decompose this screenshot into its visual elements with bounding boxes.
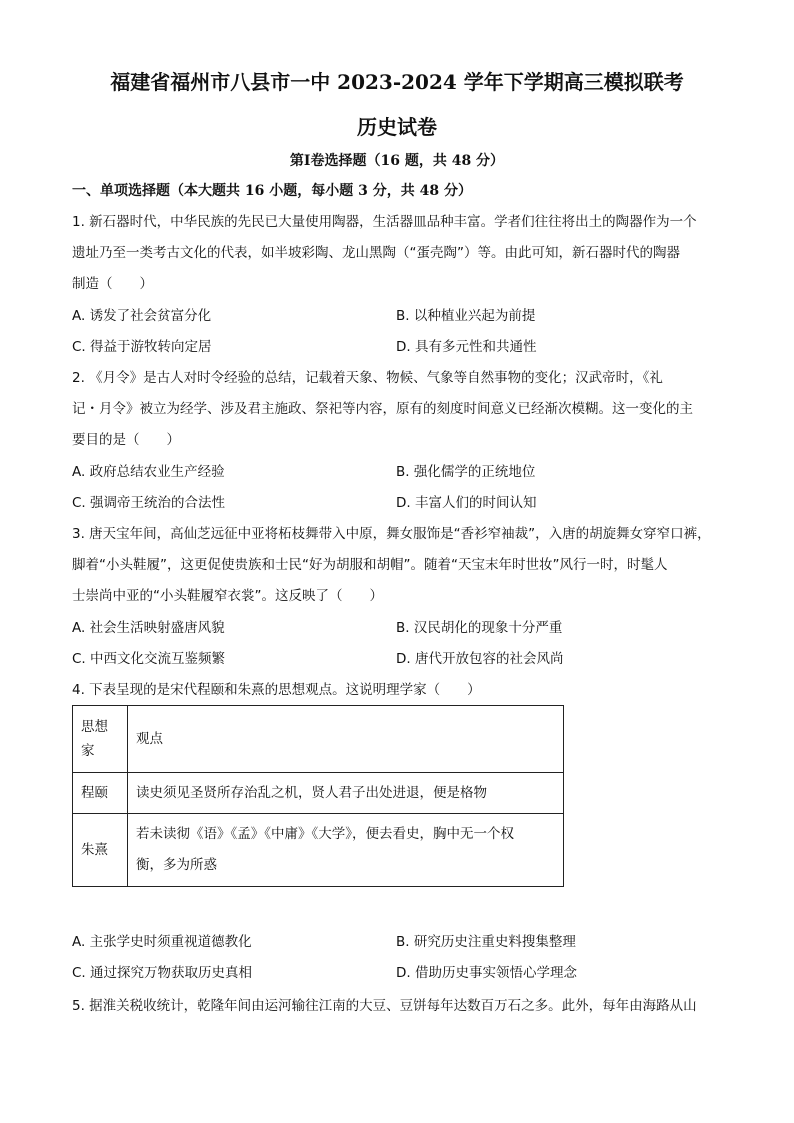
q3-option-c: C. 中西文化交流互鉴频繁 — [72, 651, 226, 667]
q1-line: 遗址乃至一类考古文化的代表，如半坡彩陶、龙山黑陶（“蛋壳陶”）等。由此可知，新石器时代的陶器 — [72, 245, 680, 261]
table-header-cell: 思想家 — [73, 706, 128, 773]
q2-option-a: A. 政府总结农业生产经验 — [72, 464, 225, 480]
q2-line: 记・月令》被立为经学、涉及君主施政、祭祀等内容，原有的刻度时间意义已经渐次模糊。这一变化的主 — [72, 401, 693, 417]
q1-line: 1. 新石器时代，中华民族的先民已大量使用陶器，生活器皿品种丰富。学者们往往将出土的陶器作为一个 — [72, 214, 697, 230]
q4-line: 4. 下表呈现的是宋代程颐和朱熹的思想观点。这说明理学家（ ） — [72, 682, 481, 698]
table-header-cell: 观点 — [128, 706, 564, 773]
table-header-row — [73, 706, 564, 773]
q4-table — [72, 705, 564, 887]
q2-line: 要目的是（ ） — [72, 432, 180, 448]
q4-option-d: D. 借助历史事实领悟心学理念 — [396, 965, 577, 981]
q3-option-d: D. 唐代开放包容的社会风尚 — [396, 651, 564, 667]
part-title: 第Ⅰ卷选择题（16 题，共 48 分） — [289, 153, 505, 169]
q4-option-a: A. 主张学史时须重视道德教化 — [72, 934, 252, 950]
table-cell: 程颐 — [73, 773, 128, 814]
subject-title: 历史试卷 — [357, 115, 437, 139]
q2-line: 2. 《月令》是古人对时令经验的总结，记载着天象、物候、气象等自然事物的变化；汉武帝时，《礼 — [72, 370, 663, 386]
q1-option-a: A. 诱发了社会贫富分化 — [72, 308, 212, 324]
q1-option-c: C. 得益于游牧转向定居 — [72, 339, 212, 355]
q1-option-b: B. 以种植业兴起为前提 — [396, 308, 536, 324]
q2-option-d: D. 丰富人们的时间认知 — [396, 495, 537, 511]
q1-option-d: D. 具有多元性和共通性 — [396, 339, 537, 355]
table-cell: 读史须见圣贤所存治乱之机，贤人君子出处进退，便是格物 — [128, 773, 564, 814]
table-row — [73, 773, 564, 814]
q3-line: 脚着“小头鞋履”，这更促使贵族和士民“好为胡服和胡帽”。随着“天宝末年时世妆”风行一时，时髦人 — [72, 557, 668, 573]
q2-option-c: C. 强调帝王统治的合法性 — [72, 495, 226, 511]
q4-option-b: B. 研究历史注重史料搜集整理 — [396, 934, 576, 950]
q5-line: 5. 据淮关税收统计，乾隆年间由运河输往江南的大豆、豆饼每年达数百万石之多。此外，每年由海路从山 — [72, 998, 697, 1014]
q3-line: 士崇尚中亚的“小头鞋履窄衣裳”。这反映了（ ） — [72, 588, 383, 604]
table-row — [73, 814, 564, 887]
table-cell: 朱熹 — [73, 814, 128, 887]
q3-option-a: A. 社会生活映射盛唐风貌 — [72, 620, 225, 636]
exam-title: 福建省福州市八县市一中 2023-2024 学年下学期高三模拟联考 — [110, 70, 684, 94]
q1-line: 制造（ ） — [72, 276, 153, 292]
q4-option-c: C. 通过探究万物获取历史真相 — [72, 965, 253, 981]
q3-line: 3. 唐天宝年间，高仙芝远征中亚将柘枝舞带入中原，舞女服饰是“香衫窄袖裁”，入唐的胡旋舞女穿窄口裤， — [72, 526, 711, 542]
table-cell: 若未读彻《语》《孟》《中庸》《大学》，便去看史，胸中无一个权衡，多为所惑 — [128, 814, 564, 887]
q3-option-b: B. 汉民胡化的现象十分严重 — [396, 620, 563, 636]
section-heading: 一、单项选择题（本大题共 16 小题，每小题 3 分，共 48 分） — [72, 183, 472, 199]
q2-option-b: B. 强化儒学的正统地位 — [396, 464, 536, 480]
